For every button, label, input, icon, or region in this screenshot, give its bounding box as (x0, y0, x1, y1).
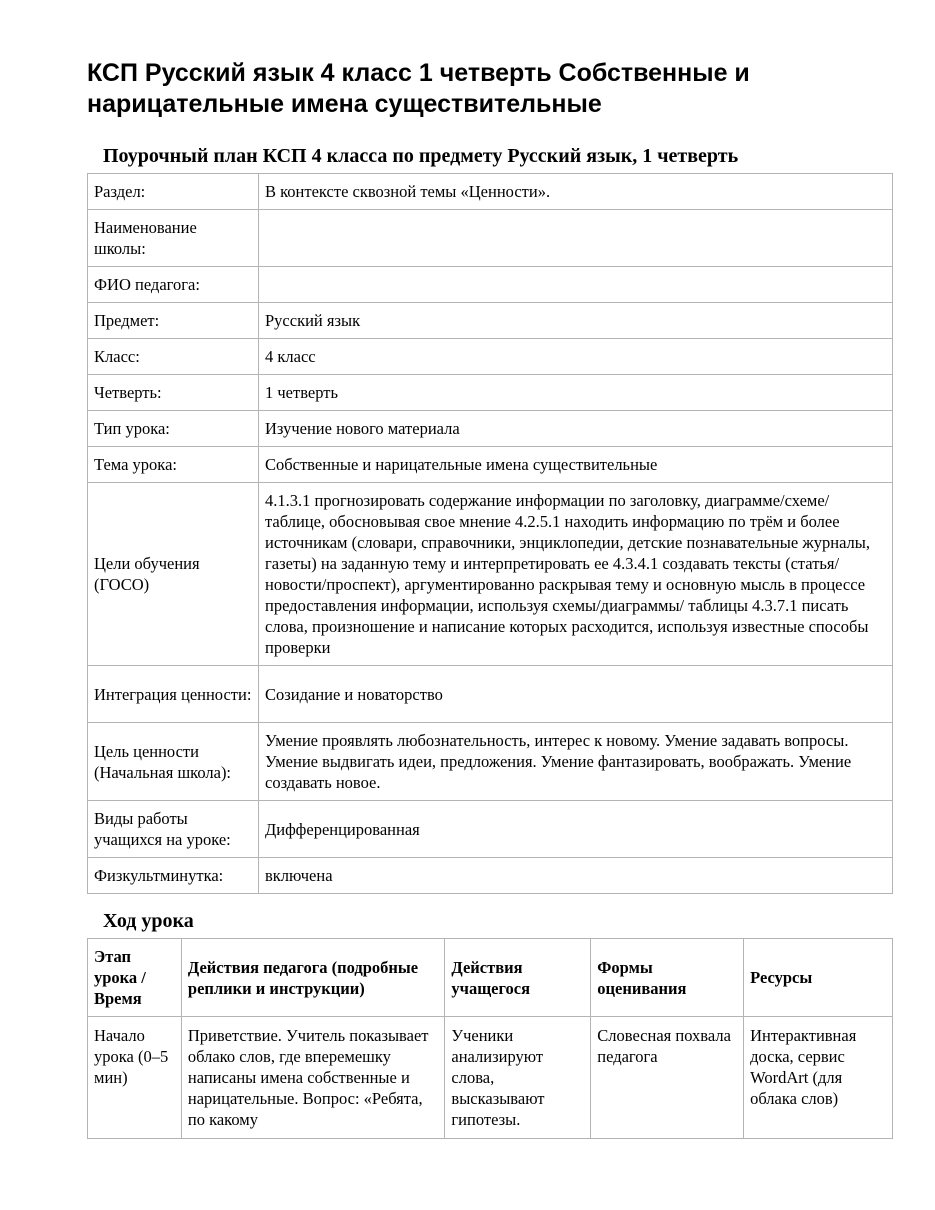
table-row (88, 339, 893, 375)
info-value: включена (259, 858, 893, 894)
info-label: Интеграция ценности: (88, 666, 259, 723)
column-header-students: Действия учащегося (445, 939, 591, 1017)
info-value (259, 267, 893, 303)
info-value: 4.1.3.1 прогнозировать содержание информации по заголовку, диаграмме/схеме/ таблице, обосновывая свое мнение 4.2.5.1 находить информацию по трём и более источникам (словари, справочники, энциклопедии, детские познавательные журналы, газеты) на заданную тему и интерпретировать ее 4.3.4.1 создавать тексты (статья/ новости/проспект), аргументированно раскрывая тему и основную мысль в процессе предоставления информации, используя схемы/диаграммы/ таблицы 4.3.7.1 писать слова, произношение и написание которых расходится, используя известные способы проверки (259, 483, 893, 666)
info-label: Физкультминутка: (88, 858, 259, 894)
info-label: Раздел: (88, 174, 259, 210)
table-row (88, 801, 893, 858)
lesson-students-text: Ученики анализируют слова, высказывают гипотезы. (451, 1026, 545, 1129)
lesson-stage-cell (88, 1017, 182, 1139)
info-label: Класс: (88, 339, 259, 375)
info-value: Русский язык (259, 303, 893, 339)
info-label: Цель ценности (Начальная школа): (88, 723, 259, 801)
info-value: В контексте сквозной темы «Ценности». (259, 174, 893, 210)
lesson-resources-cell (744, 1017, 893, 1139)
column-header-stage: Этап урока / Время (88, 939, 182, 1017)
plan-heading: Поурочный план КСП 4 класса по предмету Русский язык, 1 четверть (103, 145, 739, 167)
table-row (88, 483, 893, 666)
info-value: Изучение нового материала (259, 411, 893, 447)
info-value: Дифференцированная (259, 801, 893, 858)
info-value: Умение проявлять любознательность, интерес к новому. Умение задавать вопросы. Умение выдвигать идеи, предложения. Умение фантазировать, воображать. Умение создавать новое. (259, 723, 893, 801)
table-row (88, 303, 893, 339)
table-row (88, 210, 893, 267)
info-label: Тема урока: (88, 447, 259, 483)
table-row (88, 411, 893, 447)
lesson-assessment-cell (591, 1017, 744, 1139)
lesson-info-table (87, 173, 893, 894)
info-label: Цели обучения (ГОСО) (88, 483, 259, 666)
table-row (88, 375, 893, 411)
column-header-assessment: Формы оценивания (591, 939, 744, 1017)
document-page (87, 58, 893, 1139)
lesson-assessment-text: Словесная похвала педагога (597, 1026, 731, 1066)
lesson-flow-table (87, 938, 893, 1139)
lesson-students-cell (445, 1017, 591, 1139)
lesson-teacher-cell (181, 1017, 445, 1139)
column-header-teacher: Действия педагога (подробные реплики и инструкции) (181, 939, 445, 1017)
lesson-resources-text: Интерактивная доска, сервис WordArt (для облака слов) (750, 1026, 857, 1108)
table-row (88, 447, 893, 483)
info-value: 1 четверть (259, 375, 893, 411)
info-label: Предмет: (88, 303, 259, 339)
table-row (88, 174, 893, 210)
table-row (88, 1017, 893, 1139)
info-label: ФИО педагога: (88, 267, 259, 303)
table-row (88, 666, 893, 723)
info-label: Тип урока: (88, 411, 259, 447)
info-label: Наименование школы: (88, 210, 259, 267)
column-header-resources: Ресурсы (744, 939, 893, 1017)
document-title: КСП Русский язык 4 класс 1 четверть Собственные и нарицательные имена существительные (87, 59, 750, 118)
lesson-teacher-text: Приветствие. Учитель показывает облако слов, где вперемешку написаны имена собственные и нарицательные. Вопрос: «Ребята, по какому (187, 1026, 429, 1129)
table-row (88, 723, 893, 801)
info-label: Виды работы учащихся на уроке: (88, 801, 259, 858)
info-value: 4 класс (259, 339, 893, 375)
lesson-heading: Ход урока (103, 910, 194, 932)
table-row (88, 267, 893, 303)
lesson-stage-text: Начало урока (0–5 мин) (94, 1026, 169, 1087)
table-header-row (88, 939, 893, 1017)
table-row (88, 858, 893, 894)
info-label: Четверть: (88, 375, 259, 411)
info-value: Созидание и новаторство (259, 666, 893, 723)
info-value (259, 210, 893, 267)
info-value: Собственные и нарицательные имена существительные (259, 447, 893, 483)
